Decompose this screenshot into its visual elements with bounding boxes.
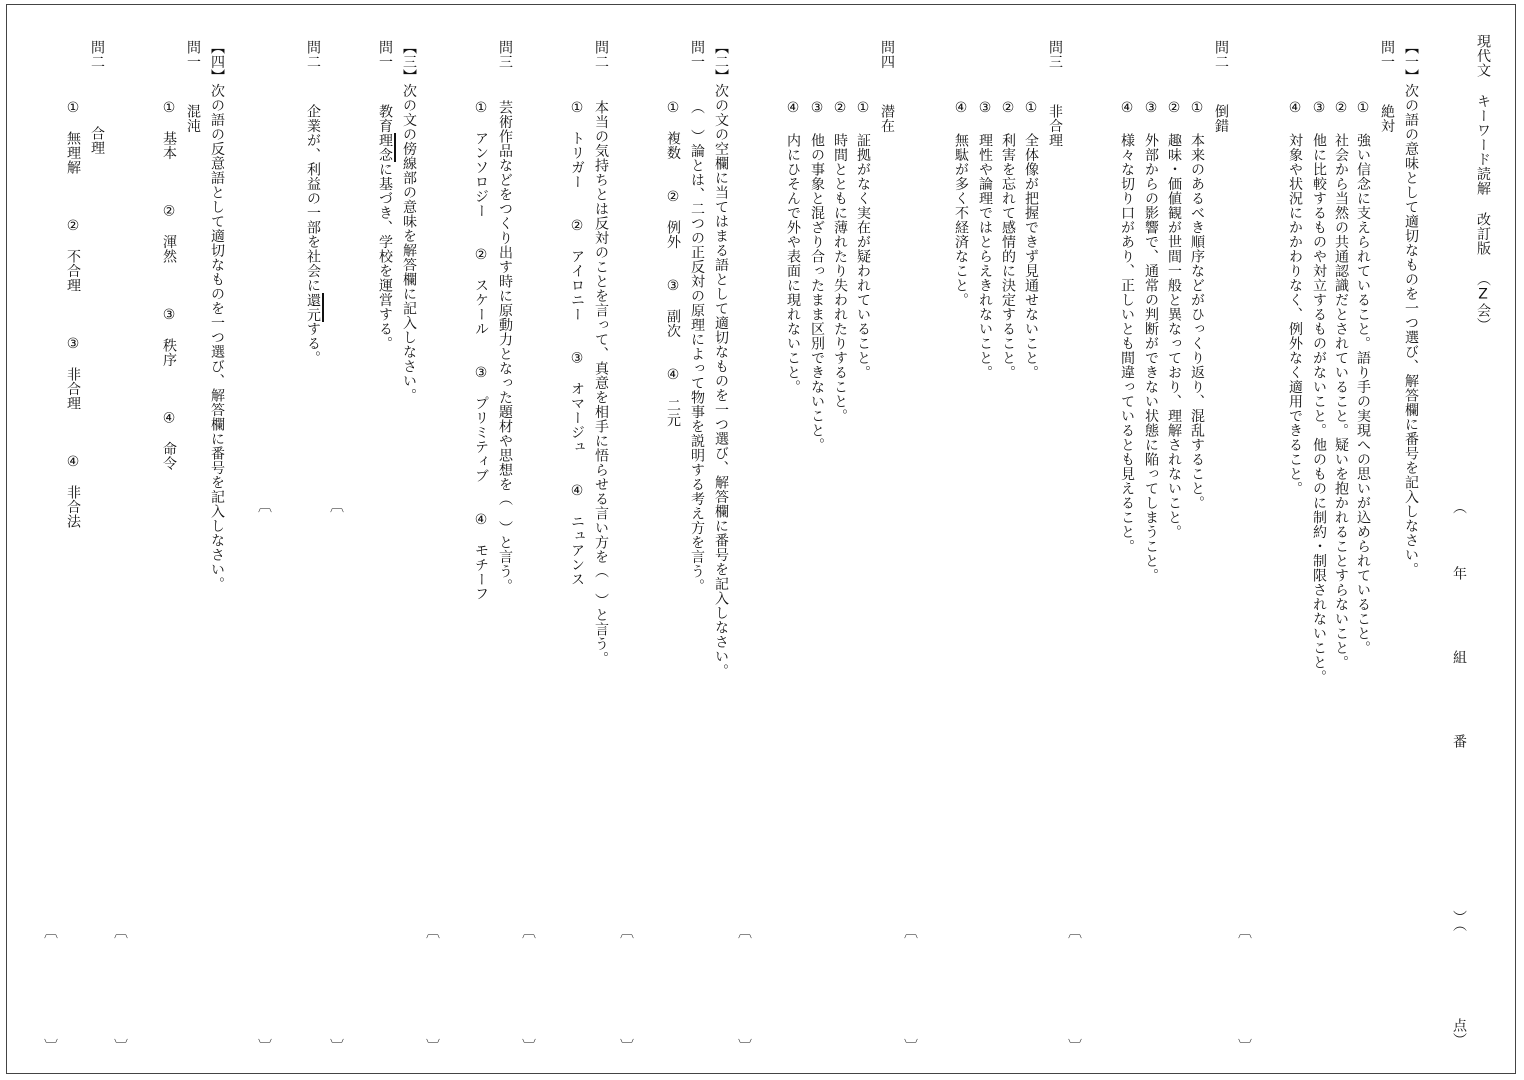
s1-q1-option-1: ① 強い信念に支えられていること。語り手の実現への思いが込められていること。 [1355, 100, 1371, 655]
s3-q2-answer-close[interactable]: ︺ [258, 1039, 272, 1055]
s1-q3-option-1: ① 全体像が把握できず見通せないこと。 [1023, 100, 1039, 380]
s1-q4-label: 問四 [879, 40, 895, 69]
s3-q1-answer-open[interactable]: ︹ [330, 499, 344, 515]
s4-q1-answer-close[interactable]: ︺ [114, 1039, 128, 1055]
s2-q1-text: （ ）論とは、二つの正反対の原理によって物事を説明する考え方を言う。 [689, 100, 705, 593]
s4-q1-options: ① 基本 ② 渾然 ③ 秩序 ④ 命令 [161, 100, 177, 471]
s3-q2-answer-open[interactable]: ︹ [258, 499, 272, 515]
s1-q4-option-3: ③ 他の事象と混ざり合ったまま区別できないこと。 [809, 100, 825, 452]
s2-q2-answer-open[interactable]: ︹ [522, 925, 536, 941]
s1-q1-option-4: ④ 対象や状況にかかわりなく、例外なく適用できること。 [1287, 100, 1303, 496]
s4-q2-word: 合理 [89, 126, 105, 155]
s1-q3-label: 問三 [1047, 40, 1063, 69]
class-label: 組 [1451, 650, 1467, 665]
s3-q2-underlined: 還元 [305, 293, 324, 322]
s4-q2-answer-close[interactable]: ︺ [44, 1039, 58, 1055]
s3-q1-pre: 教育 [377, 104, 393, 133]
s4-q2-options: ① 無理解 ② 不合理 ③ 非合理 ④ 非合法 [65, 100, 81, 529]
s2-q2-label: 問二 [593, 40, 609, 69]
s1-q1-option-3: ③ 他に比較するものや対立するものがないこと。他のものに制約・制限されないこと。 [1311, 100, 1327, 684]
s1-q2-option-3: ③ 外部からの影響で、通常の判断ができない状態に陥ってしまうこと。 [1143, 100, 1159, 583]
s2-q1-label: 問一 [689, 40, 705, 69]
s1-q1-answer-close[interactable]: ︺ [1238, 1039, 1252, 1055]
s2-q2-answer-close[interactable]: ︺ [522, 1039, 536, 1055]
s1-q4-option-1: ① 証拠がなく実在が疑われていること。 [855, 100, 871, 380]
section2-instruction: 【二】次の文の空欄に当てはまる語として適切なものを一つ選び、解答欄に番号を記入しなさい。 [713, 40, 729, 678]
s1-q2-option-4: ④ 様々な切り口があり、正しいとも間違っているとも見えること。 [1119, 100, 1135, 554]
s3-q1-answer-close[interactable]: ︺ [330, 1039, 344, 1055]
s2-q3-answer-open[interactable]: ︹ [426, 925, 440, 941]
s1-q2-answer-open[interactable]: ︹ [1068, 925, 1082, 941]
score-label: 点） [1451, 1018, 1467, 1047]
section1-instruction: 【一】次の語の意味として適切なものを一つ選び、解答欄に番号を記入しなさい。 [1403, 40, 1419, 577]
worksheet-title: 現代文 キーワード読解 改訂版 （Z会） [1475, 34, 1491, 332]
s2-q3-label: 問三 [497, 40, 513, 69]
s3-q1-underlined: 理念 [377, 133, 396, 162]
s1-q3-answer-open[interactable]: ︹ [904, 925, 918, 941]
s1-q4-answer-close[interactable]: ︺ [738, 1039, 752, 1055]
s2-q2-text: 本当の気持ちとは反対のことを言って、真意を相手に悟らせる言い方を（ ）と言う。 [593, 100, 609, 666]
s2-q2-options: ① トリガー ② アイロニー ③ オマージュ ④ ニュアンス [569, 100, 585, 587]
s1-q2-answer-close[interactable]: ︺ [1068, 1039, 1082, 1055]
s3-q1-label: 問一 [377, 40, 393, 69]
s1-q2-word: 倒錯 [1213, 104, 1229, 133]
s3-q2-sentence [306, 104, 320, 365]
s1-q2-label: 問二 [1213, 40, 1229, 69]
section3-instruction: 【三】次の文の傍線部の意味を解答欄に記入しなさい。 [401, 40, 417, 403]
s1-q4-option-4: ④ 内にひそんで外や表面に現れないこと。 [785, 100, 801, 394]
s1-q4-option-2: ② 時間とともに薄れたり失われたりすること。 [832, 100, 848, 423]
s1-q1-option-2: ② 社会から当然の共通認識だとされていること。疑いを抱かれることすらないこと。 [1333, 100, 1349, 670]
s4-q1-answer-open[interactable]: ︹ [114, 925, 128, 941]
s3-q1-sentence [378, 104, 392, 351]
section4-instruction: 【四】次の語の反意語として適切なものを一つ選び、解答欄に番号を記入しなさい。 [209, 40, 225, 591]
s1-q2-option-1: ① 本来のあるべき順序などがひっくり返り、混乱すること。 [1189, 100, 1205, 510]
s4-q1-word: 混沌 [185, 104, 201, 133]
s3-q1-post: に基づき、学校を運営する。 [377, 162, 393, 351]
number-label: 番 [1451, 734, 1467, 749]
s3-q2-label: 問二 [305, 40, 321, 69]
s1-q2-option-2: ② 趣味・価値観が世間一般と異なっており、理解されないこと。 [1166, 100, 1182, 539]
s1-q1-word: 絶対 [1379, 104, 1395, 133]
s4-q2-label: 問二 [89, 40, 105, 69]
s1-q1-answer-open[interactable]: ︹ [1238, 925, 1252, 941]
year-label: 年 [1451, 566, 1467, 581]
score-paren: ）（ [1451, 910, 1467, 932]
s4-q2-answer-open[interactable]: ︹ [44, 925, 58, 941]
s1-q4-answer-open[interactable]: ︹ [738, 925, 752, 941]
s1-q3-answer-close[interactable]: ︺ [904, 1039, 918, 1055]
s1-q3-option-4: ④ 無駄が多く不経済なこと。 [953, 100, 969, 307]
s1-q3-word: 非合理 [1047, 104, 1063, 148]
s1-q4-word: 潜在 [879, 104, 895, 133]
s1-q3-option-3: ③ 理性や論理ではとらえきれないこと。 [977, 100, 993, 380]
s2-q3-options: ① アンソロジー ② スケール ③ プリミティブ ④ モチーフ [473, 100, 489, 601]
paren-open: （ [1451, 500, 1467, 515]
s3-q2-post: する。 [305, 321, 321, 365]
s2-q3-text: 芸術作品などをつくり出す時に原動力となった題材や思想を（ ）と言う。 [497, 100, 513, 593]
s2-q3-answer-close[interactable]: ︺ [426, 1039, 440, 1055]
s1-q3-option-2: ② 利害を忘れて感情的に決定すること。 [1000, 100, 1016, 380]
s2-q1-options: ① 複数 ② 例外 ③ 副次 ④ 二元 [665, 100, 681, 427]
s2-q1-answer-close[interactable]: ︺ [620, 1039, 634, 1055]
s1-q1-label: 問一 [1379, 40, 1395, 69]
s4-q1-label: 問一 [185, 40, 201, 69]
s3-q2-pre: 企業が、利益の一部を社会に [305, 104, 321, 293]
s2-q1-answer-open[interactable]: ︹ [620, 925, 634, 941]
